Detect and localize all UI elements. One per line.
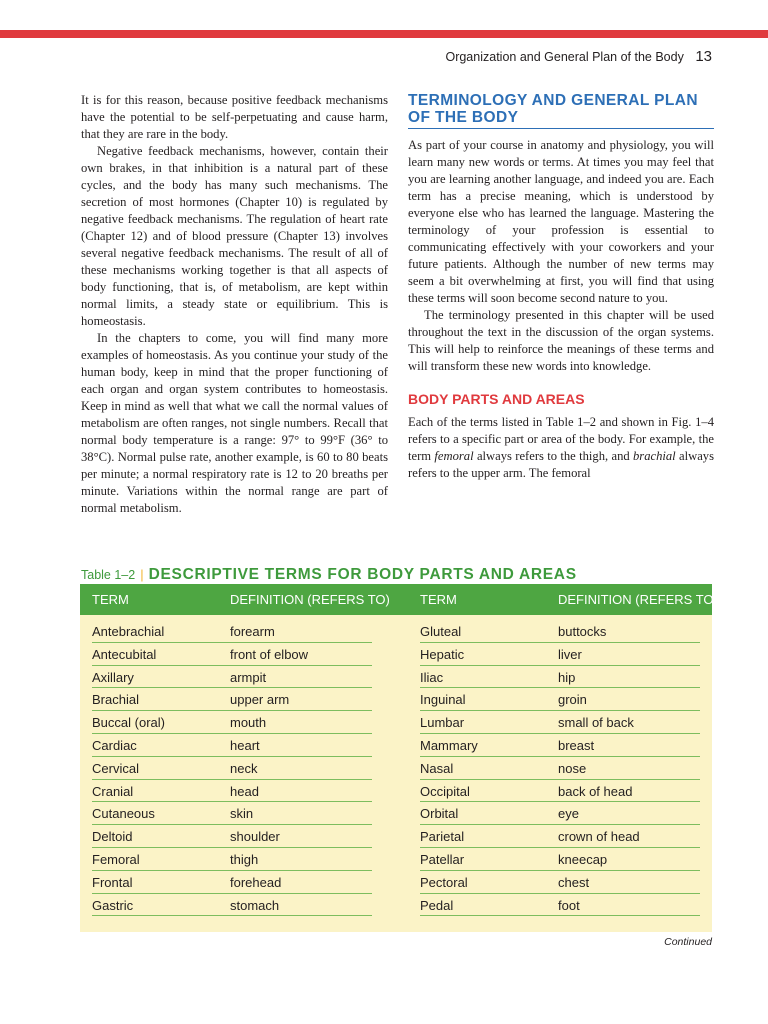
definition-cell: heart [230,737,260,753]
table-row [92,894,372,917]
table-row [92,871,372,894]
term-cell: Occipital [420,783,470,799]
table-row [92,666,372,689]
definition-cell: head [230,783,259,799]
definition-cell: liver [558,646,582,662]
table-row [92,620,372,643]
term-cell: Patellar [420,851,465,867]
term-cell: Antebrachial [92,624,165,639]
text-run: Each of the terms listed in Table 1–2 and shown in Fig. 1–4 refers to a specific part or area of the body. For example, the term [408,415,714,463]
right-column [408,92,714,482]
definition-cell: chest [558,874,590,890]
definition-cell: shoulder [230,829,280,845]
definition-cell: eye [558,806,579,822]
term-cell: Buccal (oral) [92,715,165,731]
term-cell: Lumbar [420,715,465,731]
term-cell: Parietal [420,829,465,845]
running-head-title: Organization and General Plan of the Body [445,50,684,64]
table-row [420,780,700,803]
terms-table [80,584,718,932]
definition-cell: foot [558,897,580,913]
paragraph: As part of your course in anatomy and physiology, you will learn many new words or terms. At times you may feel that you are learning another language, and indeed you are. Each term has a precise meaning, which is understood by everyone else who has learned the language. Mastering the terminology of your profession is essential to communicating effectively with your coworkers and your future patients. Although the number of new terms may seem a bit overwhelming at first, you will find that using these terms will soon become second nature to you. [408,138,714,305]
term-cell: Cutaneous [92,806,155,822]
emphasized-term: femoral [434,449,474,463]
paragraph: In the chapters to come, you will find many more examples of homeostasis. As you continue your study of the human body, keep in mind that the proper functioning of each organ and organ system contributes to homeostasis. Keep in mind as well that what we call the normal values of metabolism are often ranges, not single numbers. Recall that normal body temperature is a range: 97° to 99°F (36° to 38°C). Normal pulse rate, another example, is 60 to 80 beats per minute; a normal respiratory rate is 12 to 20 breaths per minute. Variations within the normal range are part of normal metabolism. [81,331,388,515]
column-header: DEFINITION (REFERS TO) [558,592,718,607]
table-row [420,666,700,689]
section-heading: TERMINOLOGY AND GENERAL PLAN OF THE BODY [408,92,714,129]
term-cell: Iliac [420,669,444,685]
definition-cell: neck [230,760,258,776]
table-row [92,643,372,666]
table-row [92,757,372,780]
column-header: TERM [420,592,457,607]
table-header [80,584,718,615]
table-label: Table 1–2 [81,568,136,582]
term-cell: Gluteal [420,624,462,639]
definition-cell: stomach [230,897,280,913]
table-row [92,848,372,871]
subsection-heading: BODY PARTS AND AREAS [408,391,585,407]
term-cell: Axillary [92,669,134,685]
definition-cell: kneecap [558,851,608,867]
table-row [92,825,372,848]
table-row [420,757,700,780]
term-cell: Antecubital [92,646,157,662]
table-row [92,734,372,757]
definition-cell: crown of head [558,829,640,845]
table-row [92,802,372,825]
left-column [81,92,388,517]
definition-cell: small of back [558,715,634,731]
top-accent-bar [0,30,768,38]
term-cell: Nasal [420,760,454,776]
term-cell: Orbital [420,806,459,822]
term-cell: Mammary [420,737,478,753]
paragraph: It is for this reason, because positive feedback mechanisms have the potential to be self-perpetuating and cause harm, that they are rare in the body. [81,93,388,141]
definition-cell: front of elbow [230,646,309,662]
table-row [420,734,700,757]
text-run: always refers to the thigh, and [473,449,633,463]
term-cell: Cervical [92,760,139,776]
definition-cell: back of head [558,783,633,799]
definition-cell: skin [230,806,254,822]
text-run: always refers to the upper arm. The femoral [408,449,714,480]
term-cell: Frontal [92,874,133,890]
table-right-half [420,620,700,916]
definition-cell: forearm [230,624,275,639]
term-cell: Deltoid [92,829,133,845]
table-row [92,780,372,803]
column-header: DEFINITION (REFERS TO) [230,592,390,607]
table-row [420,688,700,711]
table-row [420,871,700,894]
table-row [92,711,372,734]
definition-cell: upper arm [230,692,290,708]
table-caption [81,566,577,584]
table-left-half [92,620,372,916]
column-header: TERM [92,592,129,607]
term-cell: Femoral [92,851,140,867]
term-cell: Cardiac [92,737,137,753]
definition-cell: armpit [230,669,267,685]
term-cell: Pedal [420,897,454,913]
definition-cell: nose [558,760,587,776]
paragraph: The terminology presented in this chapter will be used throughout the text in the discussion of the organ systems. This will help to reinforce the meanings of these terms and will transform these new words into knowledge. [408,308,714,373]
table-row [420,620,700,643]
term-cell: Inguinal [420,692,466,708]
definition-cell: thigh [230,851,259,867]
term-cell: Pectoral [420,874,468,890]
table-row [420,643,700,666]
table-row [92,688,372,711]
table-row [420,711,700,734]
definition-cell: mouth [230,715,267,731]
paragraph [408,414,714,482]
definition-cell: buttocks [558,624,607,639]
definition-cell: hip [558,669,576,685]
paragraph: Negative feedback mechanisms, however, contain their own brakes, in that inhibition is a natural part of these cycles, and the body has many such mechanisms. The secretion of most hormones (Chapter 10) is regulated by negative feedback mechanisms. The regulation of heart rate (Chapter 12) and of blood pressure (Chapter 13) involves several negative feedback mechanisms. The result of all of these mechanisms working together is that all aspects of body functioning, that is, of metabolism, are kept within normal limits, a steady state or equilibrium. This is homeostasis. [81,144,388,328]
page-number: 13 [695,48,712,65]
table-row [420,894,700,917]
running-head [445,48,712,65]
definition-cell: forehead [230,874,282,890]
table-row [420,848,700,871]
definition-cell: groin [558,692,587,708]
table-row [420,825,700,848]
table-row [420,802,700,825]
continued-note: Continued [664,936,712,948]
term-cell: Hepatic [420,646,465,662]
table-title: DESCRIPTIVE TERMS FOR BODY PARTS AND AREAS [148,566,577,583]
term-cell: Gastric [92,897,134,913]
definition-cell: breast [558,737,595,753]
term-cell: Brachial [92,692,139,708]
emphasized-term: brachial [633,449,676,463]
term-cell: Cranial [92,783,134,799]
caption-separator: | [140,567,144,582]
